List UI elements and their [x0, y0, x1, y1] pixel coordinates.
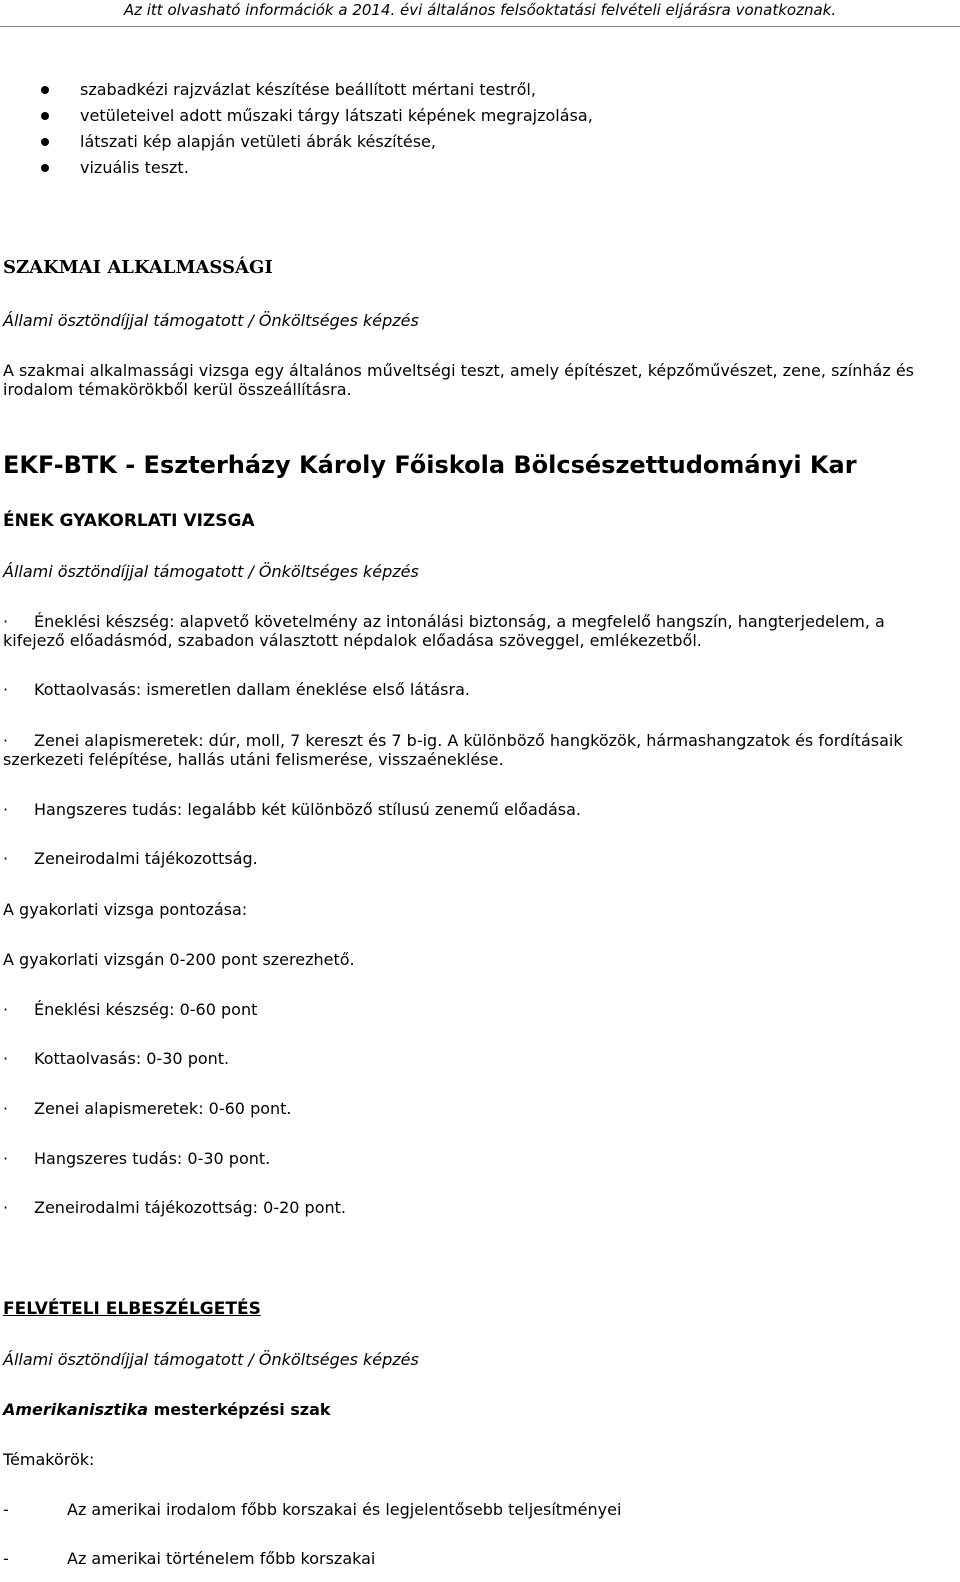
score-item: Hangszeres tudás: 0-30 pont.: [34, 1149, 271, 1168]
paragraph-line: A szakmai alkalmassági vizsga egy általános műveltségi teszt, amely építészet, képzőművészet, zene, színház és: [3, 361, 914, 380]
funding-text: Állami ösztöndíjjal támogatott / Önköltséges képzés: [3, 562, 419, 581]
bullet-icon: [41, 112, 49, 120]
funding-text: Állami ösztöndíjjal támogatott / Önköltséges képzés: [3, 1350, 419, 1369]
topic-item: Az amerikai irodalom főbb korszakai és legjelentősebb teljesítményei: [67, 1500, 622, 1519]
dot-marker: ·: [3, 680, 9, 699]
score-item: Éneklési készség: 0-60 pont: [34, 1000, 258, 1019]
requirement-item: Kottaolvasás: ismeretlen dallam éneklése első látásra.: [34, 680, 470, 699]
section-title-enek: ÉNEK GYAKORLATI VIZSGA: [3, 511, 255, 531]
funding-text: Állami ösztöndíjjal támogatott / Önköltséges képzés: [3, 311, 419, 330]
requirement-item: Hangszeres tudás: legalább két különböző stílusú zenemű előadása.: [34, 800, 582, 819]
dot-marker: ·: [3, 1099, 9, 1118]
dot-marker: ·: [3, 800, 9, 819]
dot-marker: ·: [3, 612, 9, 631]
dot-marker: ·: [3, 1000, 9, 1019]
faculty-heading: EKF-BTK - Eszterházy Károly Főiskola Bölcsészettudományi Kar: [3, 451, 857, 479]
section-title-felveteli: FELVÉTELI ELBESZÉLGETÉS: [3, 1299, 261, 1319]
requirement-item: Zenei alapismeretek: dúr, moll, 7 kereszt és 7 b-ig. A különböző hangközök, hármashangzatok és fordításaik: [34, 731, 903, 750]
bullet-item: vizuális teszt.: [80, 158, 189, 177]
dot-marker: ·: [3, 1049, 9, 1068]
page-header: Az itt olvasható információk a 2014. évi általános felsőoktatási felvételi eljárásra vonatkoznak.: [0, 0, 960, 27]
requirement-item: Éneklési készség: alapvető követelmény az intonálási biztonság, a megfelelő hangszín, hangterjedelem, a: [34, 612, 885, 631]
bullet-icon: [41, 86, 49, 94]
topics-label: Témakörök:: [3, 1450, 95, 1469]
dot-marker: ·: [3, 731, 9, 750]
program-name: Amerikanisztika: [3, 1400, 148, 1419]
bullet-icon: [41, 138, 49, 146]
dot-marker: ·: [3, 1198, 9, 1217]
score-item: Zeneirodalmi tájékozottság: 0-20 pont.: [34, 1198, 346, 1217]
bullet-icon: [41, 164, 49, 172]
section-title-szakmai: SZAKMAI ALKALMASSÁGI: [3, 257, 273, 278]
paragraph-line: irodalom témakörökből kerül összeállításra.: [3, 380, 352, 399]
bullet-item: szabadkézi rajzvázlat készítése beállított mértani testről,: [80, 80, 536, 99]
dash-marker: -: [3, 1500, 9, 1519]
requirement-item-cont: kifejező előadásmód, szabadon választott népdalok előadása szöveggel, emlékezetből.: [3, 631, 702, 650]
program-type: mesterképzési szak: [148, 1400, 331, 1419]
topic-item: Az amerikai történelem főbb korszakai: [67, 1549, 376, 1568]
bullet-item: látszati kép alapján vetületi ábrák készítése,: [80, 132, 436, 151]
requirement-item-cont: szerkezeti felépítése, hallás utáni felismerése, visszaéneklése.: [3, 750, 504, 769]
program-title: [3, 1400, 331, 1420]
score-item: Zenei alapismeretek: 0-60 pont.: [34, 1099, 292, 1118]
dash-marker: -: [3, 1549, 9, 1568]
scoring-title: A gyakorlati vizsga pontozása:: [3, 900, 248, 919]
dot-marker: ·: [3, 849, 9, 868]
requirement-item: Zeneirodalmi tájékozottság.: [34, 849, 258, 868]
dot-marker: ·: [3, 1149, 9, 1168]
scoring-total: A gyakorlati vizsgán 0-200 pont szerezhető.: [3, 950, 355, 969]
score-item: Kottaolvasás: 0-30 pont.: [34, 1049, 230, 1068]
bullet-item: vetületeivel adott műszaki tárgy látszati képének megrajzolása,: [80, 106, 593, 125]
